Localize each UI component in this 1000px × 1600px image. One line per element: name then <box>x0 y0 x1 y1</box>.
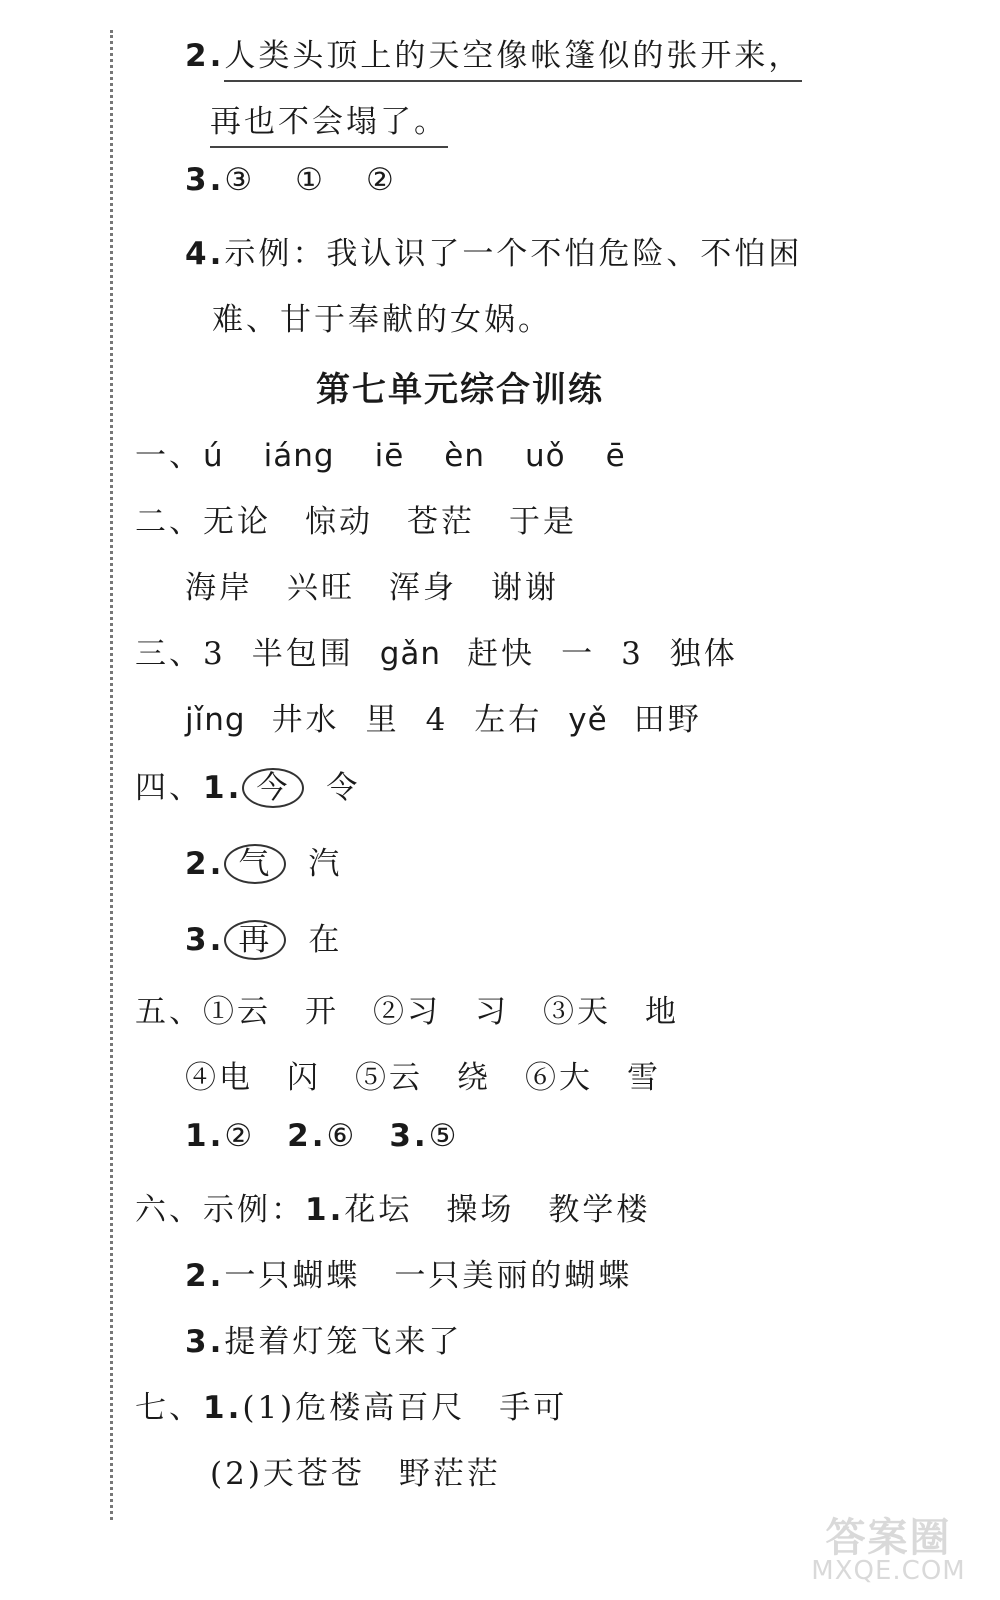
s1-item-4: èn <box>444 438 486 474</box>
s5-r1-4: 习 <box>475 994 509 1030</box>
binding-margin-line <box>110 30 113 1520</box>
section-5-row-1 <box>135 986 679 1031</box>
section-7-part-2 <box>210 1448 501 1493</box>
s3-r2-6: yě <box>568 702 608 738</box>
section-6-q3 <box>185 1316 462 1361</box>
s6-q2-phrase-1: 一只蝴蝶 <box>224 1258 361 1294</box>
s2-word-5: 海岸 <box>185 570 253 606</box>
section-5-row-3 <box>185 1118 459 1154</box>
s3-r1-5: 一 <box>561 636 596 672</box>
answer-q4-line1 <box>185 228 802 273</box>
q2-text-line2: 再也不会塌了。 <box>210 104 448 148</box>
s2-word-2: 惊动 <box>305 504 373 540</box>
s1-item-2: iáng <box>263 438 335 474</box>
s7-p2-phrase-1: 天苍苍 <box>262 1456 365 1492</box>
s7-p1-phrase-2: 手可 <box>499 1390 568 1426</box>
s2-word-6: 兴旺 <box>287 570 355 606</box>
s4-item-2-number: 2. <box>185 846 225 882</box>
section-1-row <box>135 430 626 475</box>
s3-r2-5: 左右 <box>474 702 543 738</box>
section-7-label: 七、 <box>135 1390 203 1426</box>
s4-item-2-other: 汽 <box>308 846 343 882</box>
s3-r1-6: 3 <box>621 636 644 672</box>
q4-number: 4. <box>185 236 225 272</box>
section-3-label: 三、 <box>135 636 203 672</box>
s4-item-3-other: 在 <box>308 922 343 958</box>
section-6-label: 六、示例： <box>135 1192 305 1228</box>
q4-text-line1: 示例：我认识了一个不怕危险、不怕困 <box>224 236 803 272</box>
s1-item-1: ú <box>203 438 224 474</box>
s2-word-1: 无论 <box>203 504 271 540</box>
section-4-item-1 <box>135 762 360 808</box>
s1-item-5: uǒ <box>525 438 566 474</box>
s4-item-1-other: 令 <box>326 770 361 806</box>
s5-r1-1: ①云 <box>203 994 271 1030</box>
section-2-label: 二、 <box>135 504 203 540</box>
watermark-top-text: 答案圈 <box>825 1515 952 1561</box>
section-5-row-2 <box>185 1052 661 1097</box>
s6-q2-phrase-2: 一只美丽的蝴蝶 <box>394 1258 633 1294</box>
s4-item-2-circled: 气 <box>224 844 286 884</box>
s6-q1-word-2: 操场 <box>446 1192 515 1228</box>
watermark-logo <box>801 1506 976 1586</box>
answer-q3 <box>185 162 397 198</box>
s4-item-1-circled: 今 <box>242 768 304 808</box>
s3-r1-1: 3 <box>203 636 226 672</box>
s5-r1-3: ②习 <box>373 994 441 1030</box>
s1-item-6: ē <box>605 438 626 474</box>
s5-r3-1-number: 1. <box>185 1118 225 1154</box>
s5-r1-6: 地 <box>645 994 679 1030</box>
s6-q1-number: 1. <box>305 1192 345 1228</box>
answer-q4-line2 <box>212 294 552 339</box>
s3-r2-2: 井水 <box>271 702 340 738</box>
s2-word-8: 谢谢 <box>491 570 559 606</box>
s5-r2-2: 闪 <box>287 1060 321 1096</box>
s4-item-1-number: 1. <box>203 770 243 806</box>
s7-p1-label: (1) <box>242 1390 296 1426</box>
section-3-row-1 <box>135 628 738 673</box>
s5-r2-5: ⑥大 <box>525 1060 593 1096</box>
s6-q2-number: 2. <box>185 1258 225 1294</box>
s3-r2-4: 4 <box>425 702 449 738</box>
section-3-row-2 <box>185 694 702 739</box>
q2-number: 2. <box>185 38 225 74</box>
s5-r3-3-number: 3. <box>389 1118 429 1154</box>
s5-r1-2: 开 <box>305 994 339 1030</box>
q4-text-line2: 难、甘于奉献的女娲。 <box>212 302 552 338</box>
s7-p2-phrase-2: 野茫茫 <box>398 1456 501 1492</box>
s3-r2-7: 田野 <box>633 702 702 738</box>
s6-q3-text: 提着灯笼飞来了 <box>224 1324 463 1360</box>
s3-r1-2: 半包围 <box>251 636 354 672</box>
q3-choice-c: ② <box>365 162 397 198</box>
s1-item-3: iē <box>374 438 405 474</box>
s3-r1-3: gǎn <box>379 636 442 672</box>
s5-r1-5: ③天 <box>543 994 611 1030</box>
section-2-row-2 <box>185 562 559 607</box>
s6-q3-number: 3. <box>185 1324 225 1360</box>
q3-choice-a: ③ <box>224 162 256 198</box>
s5-r3-2-value: ⑥ <box>326 1118 358 1154</box>
q2-text-line1: 人类头顶上的天空像帐篷似的张开来， <box>224 38 802 82</box>
s4-item-3-circled: 再 <box>224 920 286 960</box>
q3-choice-b: ① <box>295 162 326 198</box>
s4-item-3-number: 3. <box>185 922 225 958</box>
s5-r2-6: 雪 <box>627 1060 661 1096</box>
s2-word-3: 苍茫 <box>407 504 475 540</box>
s6-q1-word-3: 教学楼 <box>548 1192 651 1228</box>
s2-word-7: 浑身 <box>389 570 457 606</box>
s6-q1-word-1: 花坛 <box>344 1192 413 1228</box>
section-4-item-2 <box>185 838 342 884</box>
section-4-label: 四、 <box>135 770 203 806</box>
section-7-part-1 <box>135 1382 567 1427</box>
watermark-url-text: MXQE.COM <box>811 1556 966 1586</box>
section-6-q2 <box>185 1250 632 1295</box>
section-heading: 第七单元综合训练 <box>316 370 604 410</box>
section-4-item-3 <box>185 914 342 960</box>
s7-q1-number: 1. <box>203 1390 243 1426</box>
q3-number: 3. <box>185 162 225 198</box>
s7-p2-label: (2) <box>210 1456 263 1492</box>
section-5-label: 五、 <box>135 994 203 1030</box>
section-2-row-1 <box>135 496 577 541</box>
s3-r1-4: 赶快 <box>467 636 536 672</box>
s5-r2-1: ④电 <box>185 1060 253 1096</box>
s5-r2-3: ⑤云 <box>355 1060 423 1096</box>
s5-r3-1-value: ② <box>224 1118 256 1154</box>
section-6-q1 <box>135 1184 650 1229</box>
s5-r2-4: 绕 <box>457 1060 491 1096</box>
s3-r1-7: 独体 <box>669 636 738 672</box>
s5-r3-3-value: ⑤ <box>428 1118 460 1154</box>
answer-q2-line2 <box>210 96 448 141</box>
s7-p1-phrase-1: 危楼高百尺 <box>295 1390 466 1426</box>
s5-r3-2-number: 2. <box>287 1118 327 1154</box>
s3-r2-1: jǐng <box>185 702 246 738</box>
s2-word-4: 于是 <box>509 504 577 540</box>
section-1-label: 一、 <box>135 438 203 474</box>
s3-r2-3: 里 <box>365 702 400 738</box>
answer-q2-line1 <box>185 30 802 75</box>
